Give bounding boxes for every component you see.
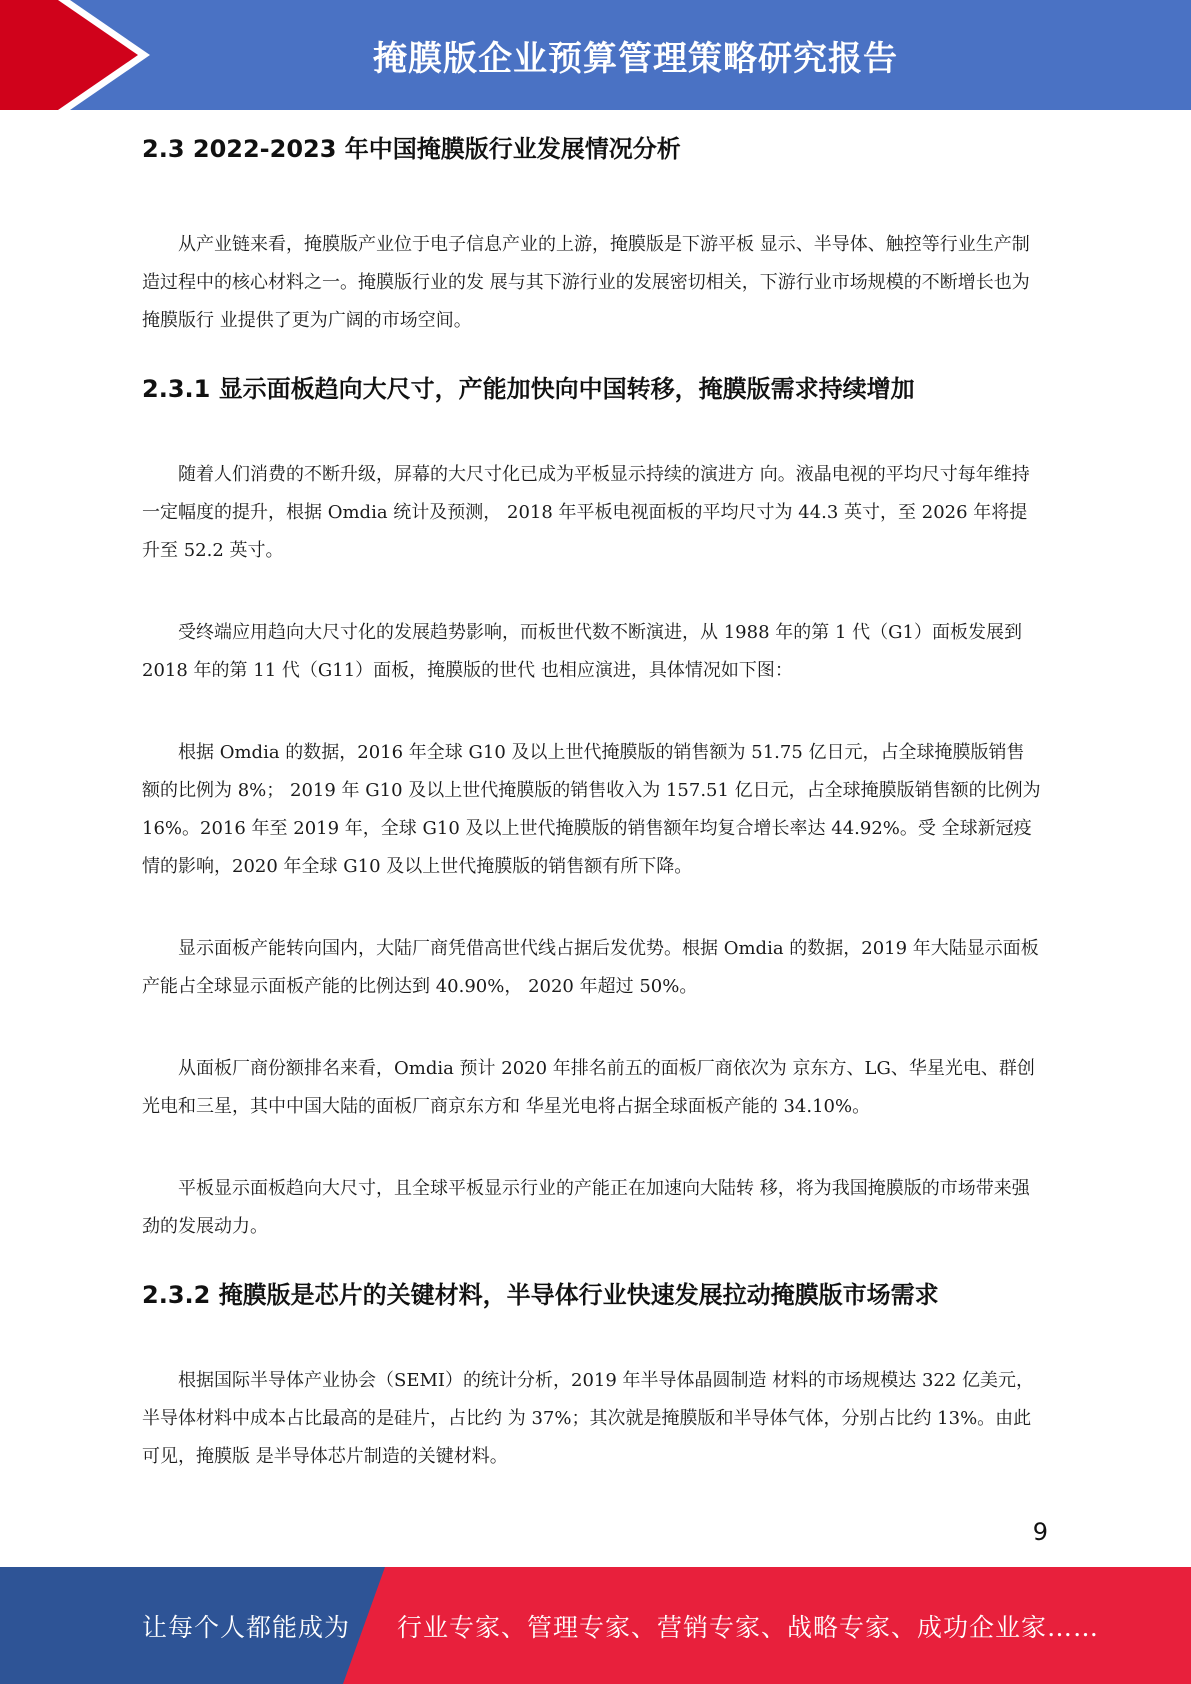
page-footer [0, 1567, 1191, 1684]
chevron-arrow-decoration [0, 0, 150, 110]
section-heading-2-3-1: 2.3.1 显示面板趋向大尺寸，产能加快向中国转移，掩膜版需求持续增加 [142, 375, 915, 403]
footer-slogan-left: 让每个人都能成为 [142, 1612, 351, 1642]
page-number: 9 [1032, 1518, 1048, 1546]
page-content [142, 130, 1042, 1476]
paragraph: 根据 Omdia 的数据，2016 年全球 G10 及以上世代掩膜版的销售额为 51.75 亿日元，占全球掩膜版销售额的比例为 8%； 2019 年 G10 及以上世代掩膜版的销售收入为 157.51 亿日元，占全球掩膜版销售额的比例为 16%。2016 年至 2019 年，全球 G10 及以上世代掩膜版的销售额年均复合增长率达 44.92%。受 全球新冠疫情的影响，2020 年全球 G10 及以上世代掩膜版的销售额有所下降。 [142, 742, 1041, 877]
paragraph: 从产业链来看，掩膜版产业位于电子信息产业的上游，掩膜版是下游平板 显示、半导体、触控等行业生产制造过程中的核心材料之一。掩膜版行业的发 展与其下游行业的发展密切相关，下游行业市场规模的不断增长也为掩膜版行 业提供了更为广阔的市场空间。 [142, 234, 1030, 331]
page-header [0, 0, 1191, 110]
paragraph: 受终端应用趋向大尺寸化的发展趋势影响，而板世代数不断演进，从 1988 年的第 1 代（G1）面板发展到 2018 年的第 11 代（G11）面板，掩膜版的世代 也相应演进，具体情况如下图： [142, 622, 1022, 681]
section-heading-2-3-2: 2.3.2 掩膜版是芯片的关键材料，半导体行业快速发展拉动掩膜版市场需求 [142, 1281, 939, 1309]
section-heading-2-3: 2.3 2022-2023 年中国掩膜版行业发展情况分析 [142, 135, 681, 163]
paragraph: 显示面板产能转向国内，大陆厂商凭借高世代线占据后发优势。根据 Omdia 的数据，2019 年大陆显示面板产能占全球显示面板产能的比例达到 40.90%， 2020 年超过 50%。 [142, 938, 1039, 997]
paragraph: 根据国际半导体产业协会（SEMI）的统计分析，2019 年半导体晶圆制造 材料的市场规模达 322 亿美元，半导体材料中成本占比最高的是硅片，占比约 为 37%；其次就是掩膜版和半导体气体，分别占比约 13%。由此可见，掩膜版 是半导体芯片制造的关键材料。 [142, 1370, 1035, 1467]
paragraph: 从面板厂商份额排名来看，Omdia 预计 2020 年排名前五的面板厂商依次为 京东方、LG、华星光电、群创光电和三星，其中中国大陆的面板厂商京东方和 华星光电将占据全球面板产能的 34.10%。 [142, 1058, 1035, 1117]
footer-slogan-right: 行业专家、管理专家、营销专家、战略专家、成功企业家…… [397, 1612, 1100, 1642]
report-title: 掩膜版企业预算管理策略研究报告 [373, 38, 898, 79]
paragraph: 平板显示面板趋向大尺寸，且全球平板显示行业的产能正在加速向大陆转 移，将为我国掩膜版的市场带来强劲的发展动力。 [142, 1178, 1030, 1237]
paragraph: 随着人们消费的不断升级，屏幕的大尺寸化已成为平板显示持续的演进方 向。液晶电视的平均尺寸每年维持一定幅度的提升，根据 Omdia 统计及预测， 2018 年平板电视面板的平均尺寸为 44.3 英寸，至 2026 年将提升至 52.2 英寸。 [142, 464, 1030, 561]
